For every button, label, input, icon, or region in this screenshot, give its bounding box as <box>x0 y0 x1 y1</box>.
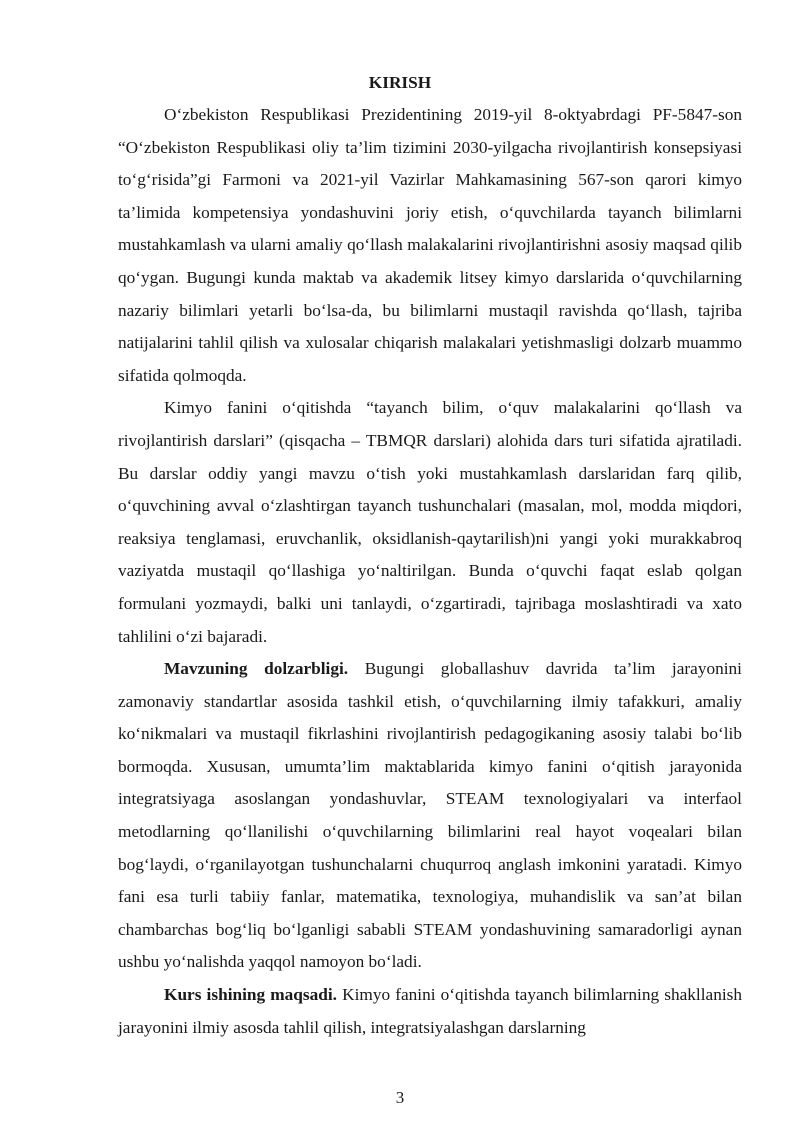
body-text <box>118 99 742 1044</box>
paragraph-purpose <box>118 979 742 1044</box>
section-heading: KIRISH <box>368 73 432 92</box>
paragraph-text: Bugungi globallashuv davrida ta’lim jarayonini zamonaviy standartlar asosida tashkil etish, o‘quvchilarning ilmiy tafakkuri, amaliy ko‘nikmalari va mustaqil fikrlashini rivojlantirish pedagogikaning asosiy talabi bo‘lib bormoqda. Xususan, umumta’lim maktablarida kimyo fanini o‘qitish jarayonida integratsiyaga asoslangan yondashuvlar, STEAM texnologiyalari va interfaol metodlarning qo‘llanilishi o‘quvchilarning bilimlarini real hayot voqealari bilan bog‘laydi, o‘rganilayotgan tushunchalarni chuqurroq anglash imkonini yaratadi. Kimyo fani esa turli tabiiy fanlar, matematika, texnologiya, muhandislik va san’at bilan chambarchas bog‘liq bo‘lganligi sababli STEAM yondashuvining samaradorligi aynan ushbu yo‘nalishda yaqqol namoyon bo‘ladi. <box>118 659 742 972</box>
paragraph-text: Kimyo fanini o‘qitishda tayanch bilimlarning shakllanish jarayonini ilmiy asosda tahlil qilish, integratsiyalashgan darslarning <box>118 985 743 1037</box>
paragraph-lead-relevance: Mavzuning dolzarbligi. <box>164 659 349 679</box>
paragraph-text: O‘zbekiston Respublikasi Prezidentining 2019-yil 8-oktyabrdagi PF-5847-son “O‘zbekiston Respublikasi oliy ta’lim tizimini 2030-yilgacha rivojlantirish konsepsiyasi to‘g‘risida”gi Farmoni va 2021-yil Vazirlar Mahkamasining 567-son qarori kimyo ta’limida kompetensiya yondashuvini joriy etish, o‘quvchilarda tayanch bilimlarni mustahkamlash va ularni amaliy qo‘llash malakalarini rivojlantirishni asosiy maqsad qilib qo‘ygan. Bugungi kunda maktab va akademik litsey kimyo darslarida o‘quvchilarning nazariy bilimlari yetarli bo‘lsa-da, bu bilimlarni mustaqil ravishda qo‘llash, tajriba natijalarini tahlil qilish va xulosalar chiqarish malakalari yetishmasligi dolzarb muammo sifatida qolmoqda. <box>118 105 742 385</box>
paragraph-decree <box>118 99 742 392</box>
page-number: 3 <box>395 1088 405 1107</box>
paragraph-tbmqr <box>118 392 742 653</box>
paragraph-lead-purpose: Kurs ishining maqsadi. <box>164 985 338 1005</box>
paragraph-text: Kimyo fanini o‘qitishda “tayanch bilim, o‘quv malakalarini qo‘llash va rivojlantirish darslari” (qisqacha – TBMQR darslari) alohida dars turi sifatida ajratiladi. Bu darslar oddiy yangi mavzu o‘tish yoki mustahkamlash darslaridan farq qilib, o‘quvchining avval o‘zlashtirgan tayanch tushunchalari (masalan, mol, modda miqdori, reaksiya tenglamasi, eruvchanlik, oksidlanish-qaytarilish)ni yangi yoki murakkabroq vaziyatda mustaqil qo‘llashiga yo‘naltirilgan. Bunda o‘quvchi faqat eslab qolgan formulani yozmaydi, balki uni tanlaydi, o‘zgartiradi, tajribaga moslashtiradi va xato tahlilini o‘zi bajaradi. <box>118 398 742 646</box>
paragraph-relevance <box>118 653 742 979</box>
